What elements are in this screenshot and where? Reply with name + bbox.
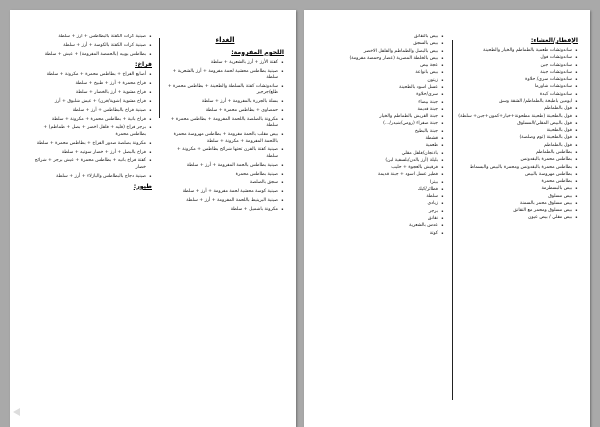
list-item: • نقانق: [324, 216, 444, 222]
list-item: • فراخ مشوية (شوية/فرن) + عيش شلبوق + أرز: [28, 99, 152, 105]
list-item: • عسل اسود بالطحينة: [324, 85, 444, 91]
list-item: • طعمية: [324, 143, 444, 149]
list-item: • صينية كوسة محشية لحمة مفرومة + أرز + سلطة: [166, 189, 284, 195]
lunch-chicken-column: [28, 34, 152, 419]
list-item: • بطاطس بالطماطم: [458, 150, 578, 156]
birds-heading: طيور:: [133, 182, 152, 190]
list-item: • ساندوتشات جبنة: [458, 70, 578, 76]
list-item: • بيض مسلوق: [458, 194, 578, 200]
list-item: • فول بالطحينة (ثوم وصلصة): [458, 135, 578, 141]
breakfast-list: [458, 48, 578, 222]
list-item: • فطير عسل اسود + جبنة قديمة: [324, 172, 444, 178]
list-item: • فراخ بانية + بطاطس محمرة + مكرونة + سلطة: [28, 117, 152, 123]
list-item: • جبنة صفراء (رومي/شيدر/...): [324, 121, 444, 127]
list-item: • عجة بيض: [324, 63, 444, 69]
list-item: • بطاطس بوبيه (بالحمضة المفرومة) + عيش + سلطة: [28, 52, 152, 58]
list-item: • بيض مسلوق ومحمر مع النقانق: [458, 208, 578, 214]
breakfast-extra-column: [324, 34, 444, 419]
list-item: • ساندوتشات كبدة: [458, 92, 578, 98]
meatball-list: [28, 34, 152, 58]
list-item: • فراخ مشوية + أرز بالخضار + سلطة: [28, 90, 152, 96]
list-item: • ساندوتشات شاورما: [458, 84, 578, 90]
list-item: • بطاطس محمرة بالبقدونس ومحمرة بالبيض والبسماط: [458, 165, 578, 171]
list-item: • كوتة: [324, 231, 444, 237]
list-item: • بيض بالبسطرمة: [458, 186, 578, 192]
list-item: • زبادي: [324, 201, 444, 207]
list-item: • زيتون: [324, 78, 444, 84]
list-item: • بيض مسلوق محمر بالسمنة: [458, 201, 578, 207]
list-item: • أصابع الفراخ + بطاطس محمرة + مكرونة + سلطة: [28, 72, 152, 78]
list-item: • برجر فراخ (فليه + فلفل اخضر + بصل + طماطم) + بطاطس محمرة: [28, 125, 152, 138]
list-item: • جبنة بالبطيخ: [324, 129, 444, 135]
list-item: • بيض بالنقانق: [324, 34, 444, 40]
column-divider: [452, 40, 453, 400]
list-item: • بليلة (أرز بالدن/بلسفية لبن): [324, 158, 444, 164]
list-item: • عدس بالشعرية: [324, 223, 444, 229]
chicken-list: [28, 72, 152, 180]
list-item: • صينية كرات الكفتة بالبطاطس + أرز + سلطة: [28, 34, 152, 40]
list-item: • صينية بطاطس محمرة: [166, 172, 284, 178]
list-item: • كفتة فراخ بانيه + بطاطس محمرة + عيش برجر + شرائح خضار: [28, 158, 152, 171]
list-item: • فراخ محمرة + أرز + طبيخ + سلطة: [28, 81, 152, 87]
document-page-left: [10, 10, 296, 427]
list-item: • فول بالطحينة: [458, 128, 578, 134]
list-item: • بيض بانواعة: [324, 70, 444, 76]
list-item: • فول بالطحينة (طحينة مطحونة+خيار+كمون+جبن+ سلطة): [458, 114, 578, 120]
list-item: • برجر: [324, 209, 444, 215]
list-item: • بطاطس محمرة بالبقدونس: [458, 157, 578, 163]
list-item: • بطاطس محمرة: [458, 179, 578, 185]
list-item: • مكرونة بالصلصة باللحمة المفرومة + بطاطس محمرة + سلطة: [166, 117, 284, 130]
lunch-meat-column: [166, 34, 284, 419]
list-item: • صينية البرينيط باللحمة المفرومة + أرز + سلطة: [166, 198, 284, 204]
list-item: • صينية دجاج بالبطاطس والبازلاء + أرز + سلطة: [28, 174, 152, 180]
list-item: • قشطة: [324, 136, 444, 142]
list-item: • كفتة الأرز + أرز بالشعرية + سلطة: [166, 60, 284, 66]
list-item: • ساندوتشات سرى/ حلاوة: [458, 77, 578, 83]
list-item: • بيض بالسجق: [324, 41, 444, 47]
list-item: • جبنة قديمة: [324, 107, 444, 113]
list-item: • فول بالطماطم: [458, 106, 578, 112]
list-item: • صينية بطاطس بالحمة المفرومة + أرز + سلطة: [166, 163, 284, 169]
list-item: • صينية بطاطس محشية لحمة مفرومة + أرز بالشعرية + سلطة: [166, 69, 284, 82]
list-item: • فرقيش بالعجوة + حليب: [324, 165, 444, 171]
breakfast-heading: الإفطار/العشاء:: [530, 37, 578, 44]
list-item: • جبنة بيضاء: [324, 100, 444, 106]
list-item: • فطائر/كيك: [324, 187, 444, 193]
list-item: • بيض بالخلطة المصرية (عضار وحمضة مفرومة): [324, 56, 444, 62]
breakfast-column: [458, 34, 578, 419]
chicken-heading: فراخ:: [135, 61, 152, 69]
list-item: • سرى/حلاوة: [324, 92, 444, 98]
list-item: • سجق بالصلصة: [166, 180, 284, 186]
list-item: • صينية فراخ بالبطاطس + أرز + سلطة: [28, 108, 152, 114]
column-divider: [159, 38, 160, 118]
previous-page-arrow-icon[interactable]: [13, 408, 20, 416]
list-item: • حمصاوي + بطاطس محمرة + سلطة: [166, 108, 284, 114]
list-item: • صينية كرات الكفتة بالكوسة + أرز + سلطة: [28, 43, 152, 49]
list-item: • فول بالبيض المقلي/المسلوق: [458, 121, 578, 127]
lunch-title: الغداء: [215, 36, 235, 44]
list-item: • ايومين باطبخة بالطماطم/ الشقة وسق: [458, 99, 578, 105]
breakfast-extra-list: [324, 34, 444, 237]
list-item: • ساندوتشات جبن: [458, 63, 578, 69]
list-item: • بيتزا: [324, 180, 444, 186]
list-item: • باذنجان/فلفل مقلي: [324, 151, 444, 157]
list-item: • سلطة: [324, 194, 444, 200]
list-item: • ساندوتشات طعمية بالطماطم والخيار والطحينة: [458, 48, 578, 54]
list-item: • بيض مقلب بالحمة مفرومة + بطاطس مهروسة محمرة باللحمة المفرومة + مكرونة + سلطة: [166, 132, 284, 145]
list-item: • فراخ بالبصل + أرز + خضار سوتيه + سلطة: [28, 150, 152, 156]
minced-meat-list: [166, 60, 284, 213]
list-item: • بطاطس مهروسة بالبيض: [458, 172, 578, 178]
minced-meat-heading: اللحوم المفرومة:: [231, 49, 284, 56]
list-item: • بيض مقلي / بيض عيون: [458, 215, 578, 221]
list-item: • بسلة بالجزرة بالمفرومة + أرز + سلطة: [166, 99, 284, 105]
list-item: • بيض بالبصل والطماطم والفلفل الاخضر: [324, 49, 444, 55]
list-item: • جبنة القريش بالطماطم والخيار: [324, 114, 444, 120]
list-item: • مكرونة بصلصة صدور الفراخ + بطاطس محمرة + سلطة: [28, 141, 152, 147]
list-item: • صينية كفتة بالفرن تحتها شرائح بطاطس + مكرونة + سلطة: [166, 147, 284, 160]
list-item: • مكرونة باشميل + سلطة: [166, 207, 284, 213]
document-page-right: [304, 10, 590, 427]
list-item: • ساندوتشات كفتة بالسلطة والطحينة + بطاطس محمرة + طلع/جرجير: [166, 84, 284, 97]
list-item: • فول بالطماطم: [458, 143, 578, 149]
list-item: • ساندوتشات فول: [458, 55, 578, 61]
